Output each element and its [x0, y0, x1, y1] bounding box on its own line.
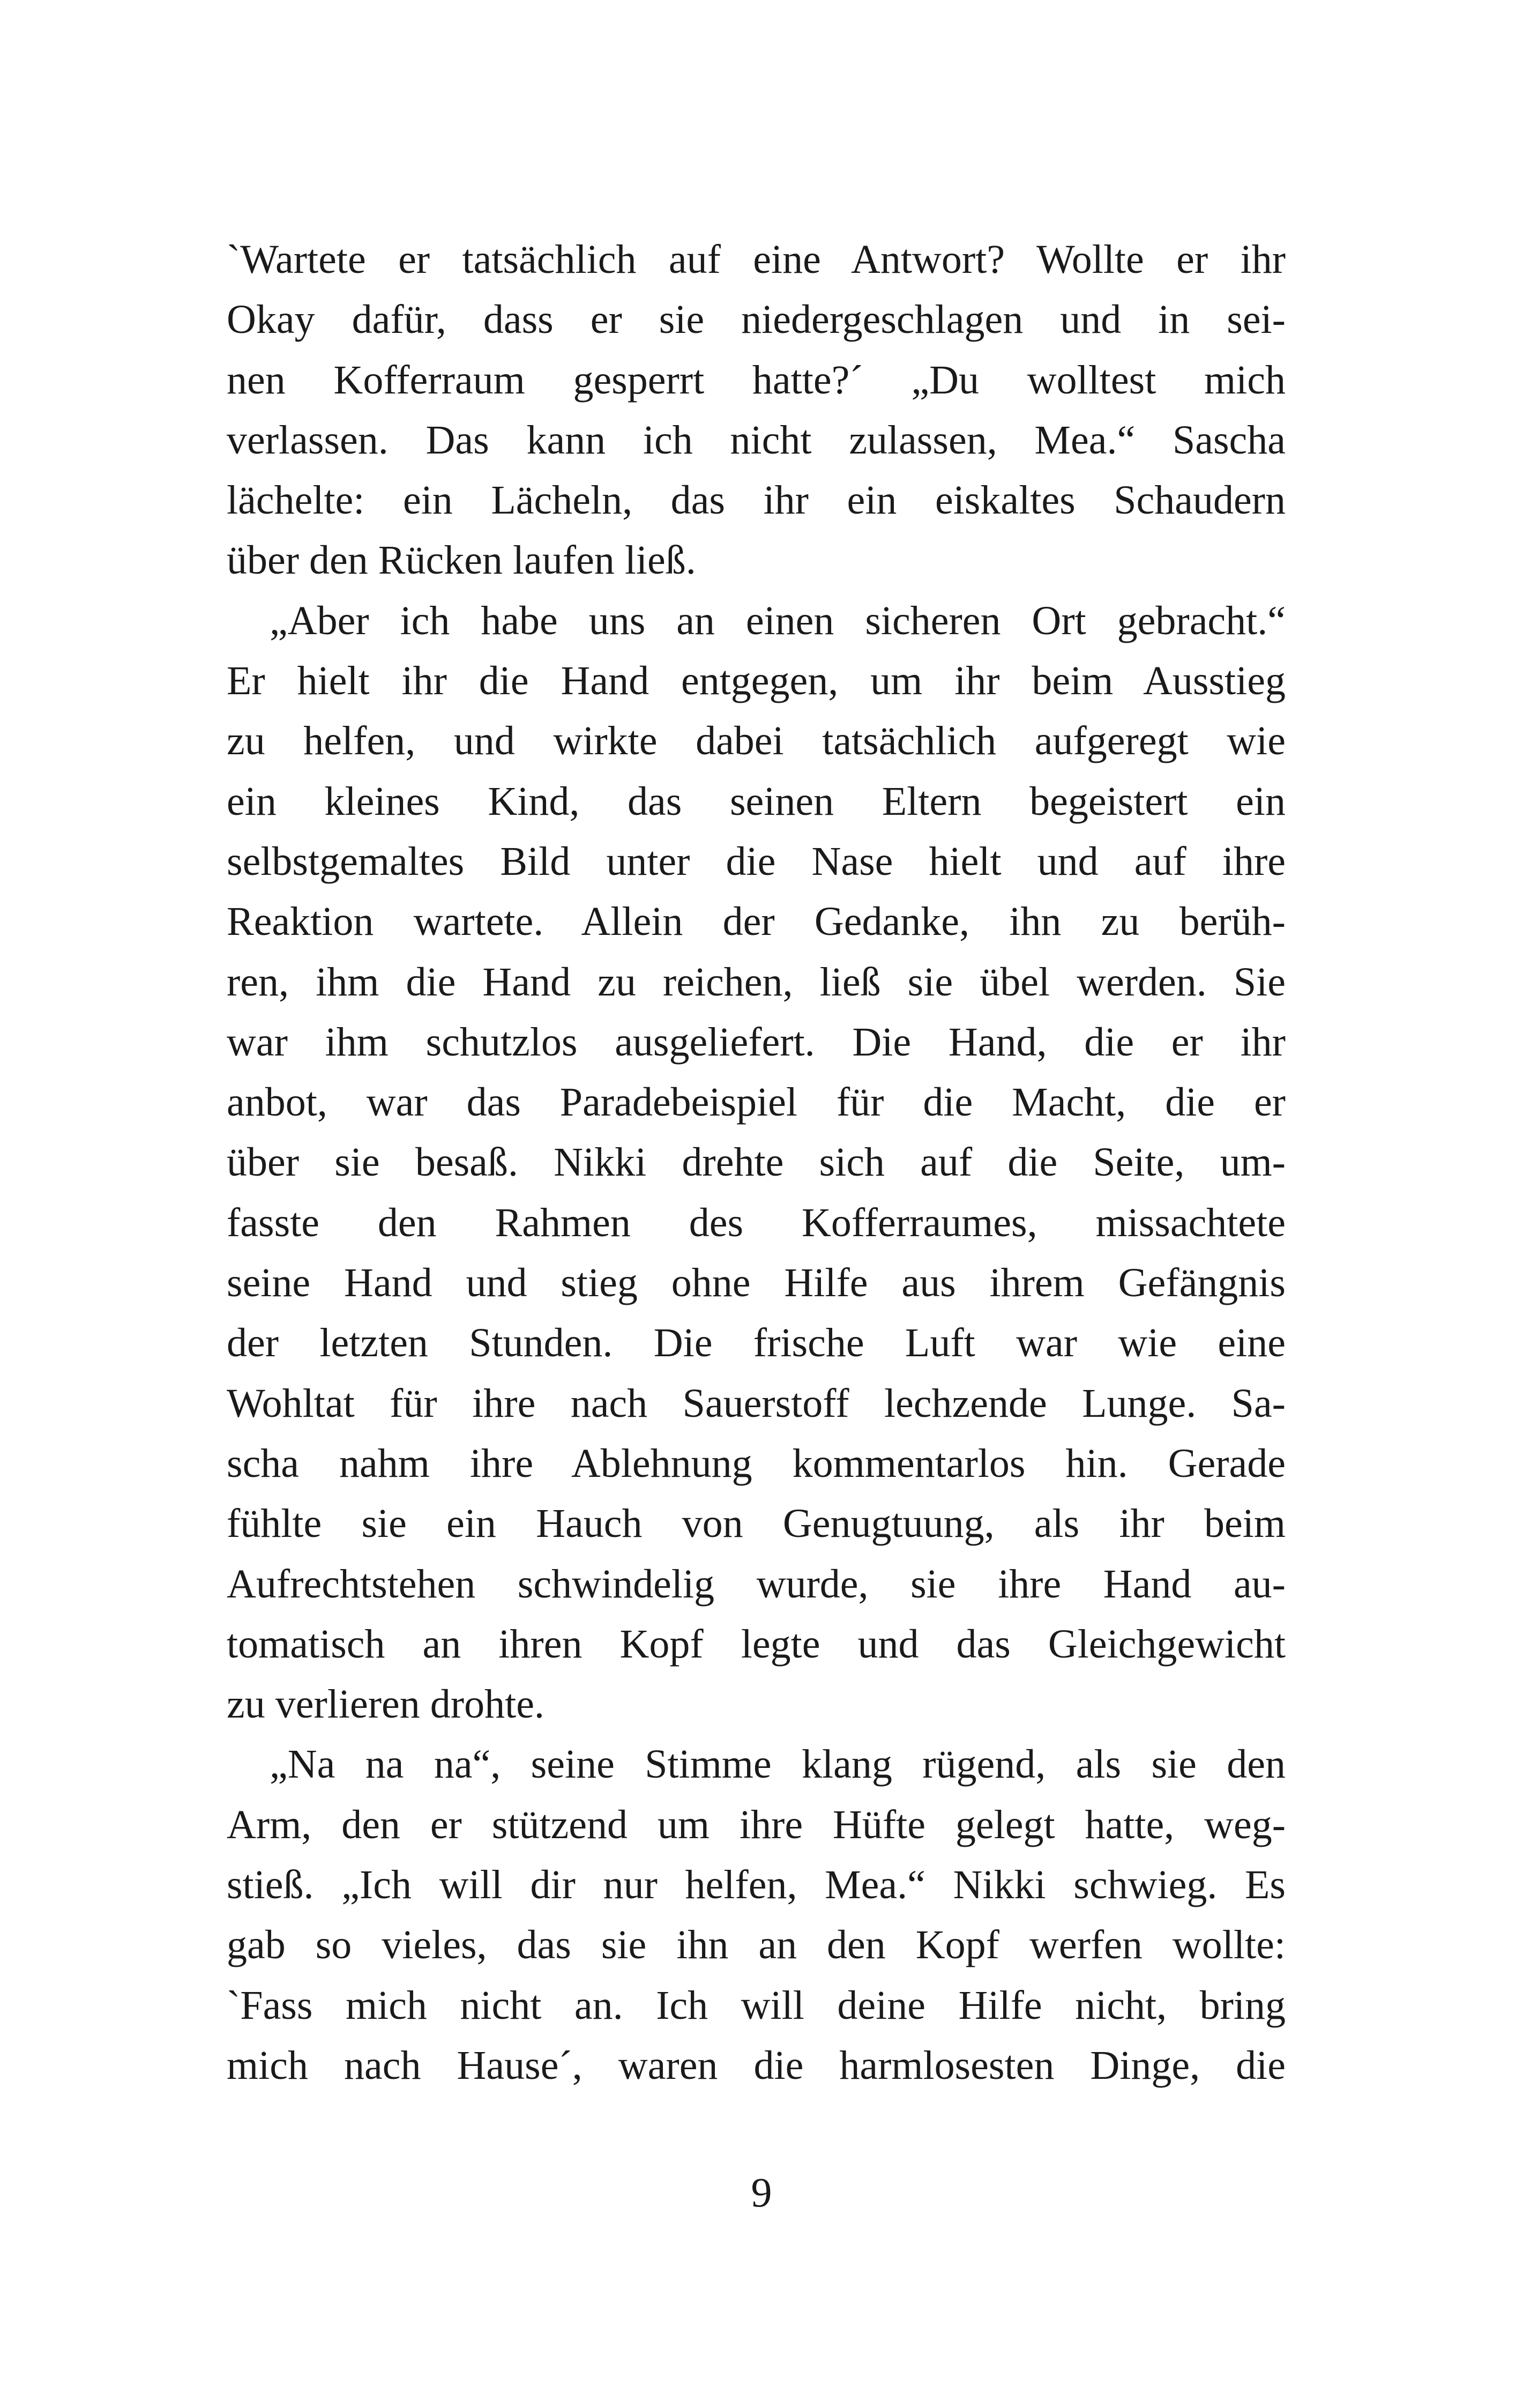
text-line: war ihm schutzlos ausgeliefert. Die Hand, die er ihr — [227, 1019, 1286, 1065]
text-line: fasste den Rahmen des Kofferraumes, missachtete — [227, 1200, 1286, 1245]
text-line: zu verlieren drohte. — [227, 1682, 544, 1727]
text-line: über den Rücken laufen ließ. — [227, 538, 696, 583]
text-line: ren, ihm die Hand zu reichen, ließ sie übel werden. Sie — [227, 959, 1286, 1005]
text-line: `Wartete er tatsächlich auf eine Antwort? Wollte er ihr — [227, 237, 1286, 282]
text-line: tomatisch an ihren Kopf legte und das Gleichgewicht — [227, 1621, 1286, 1667]
text-line: scha nahm ihre Ablehnung kommentarlos hin. Gerade — [227, 1440, 1286, 1486]
body-text — [227, 229, 1286, 2095]
text-line: „Na na na“, seine Stimme klang rügend, als sie den — [270, 1742, 1286, 1787]
text-line: gab so vieles, das sie ihn an den Kopf werfen wollte: — [227, 1922, 1286, 1968]
text-line: anbot, war das Paradebeispiel für die Macht, die er — [227, 1080, 1286, 1125]
text-line: ein kleines Kind, das seinen Eltern begeistert ein — [227, 778, 1286, 824]
text-line: der letzten Stunden. Die frische Luft war wie eine — [227, 1320, 1286, 1366]
text-line: über sie besaß. Nikki drehte sich auf die Seite, um- — [227, 1140, 1286, 1185]
text-line: seine Hand und stieg ohne Hilfe aus ihrem Gefängnis — [227, 1260, 1286, 1306]
text-line: lächelte: ein Lächeln, das ihr ein eiskaltes Schaudern — [227, 478, 1286, 523]
text-line: Er hielt ihr die Hand entgegen, um ihr beim Ausstieg — [227, 658, 1286, 704]
text-line: Okay dafür, dass er sie niedergeschlagen und in sei- — [227, 297, 1286, 343]
text-line: nen Kofferraum gesperrt hatte?´ „Du wolltest mich — [227, 357, 1286, 403]
text-line: fühlte sie ein Hauch von Genugtuung, als ihr beim — [227, 1501, 1286, 1547]
page-number: 9 — [751, 2169, 772, 2216]
text-line: „Aber ich habe uns an einen sicheren Ort gebracht.“ — [270, 598, 1286, 643]
text-line: Arm, den er stützend um ihre Hüfte gelegt hatte, weg- — [227, 1802, 1286, 1847]
text-line: zu helfen, und wirkte dabei tatsächlich aufgeregt wie — [227, 718, 1286, 764]
text-line: Wohltat für ihre nach Sauerstoff lechzende Lunge. Sa- — [227, 1380, 1286, 1426]
text-line: `Fass mich nicht an. Ich will deine Hilfe nicht, bring — [227, 1982, 1286, 2028]
text-line: Reaktion wartete. Allein der Gedanke, ihn zu berüh- — [227, 899, 1286, 945]
text-line: stieß. „Ich will dir nur helfen, Mea.“ Nikki schwieg. Es — [227, 1862, 1286, 1908]
text-line: Aufrechtstehen schwindelig wurde, sie ihre Hand au- — [227, 1561, 1286, 1607]
text-line: selbstgemaltes Bild unter die Nase hielt und auf ihre — [227, 838, 1286, 884]
text-line: mich nach Hause´, waren die harmlosesten Dinge, die — [227, 2042, 1286, 2088]
text-line: verlassen. Das kann ich nicht zulassen, Mea.“ Sascha — [227, 417, 1286, 463]
